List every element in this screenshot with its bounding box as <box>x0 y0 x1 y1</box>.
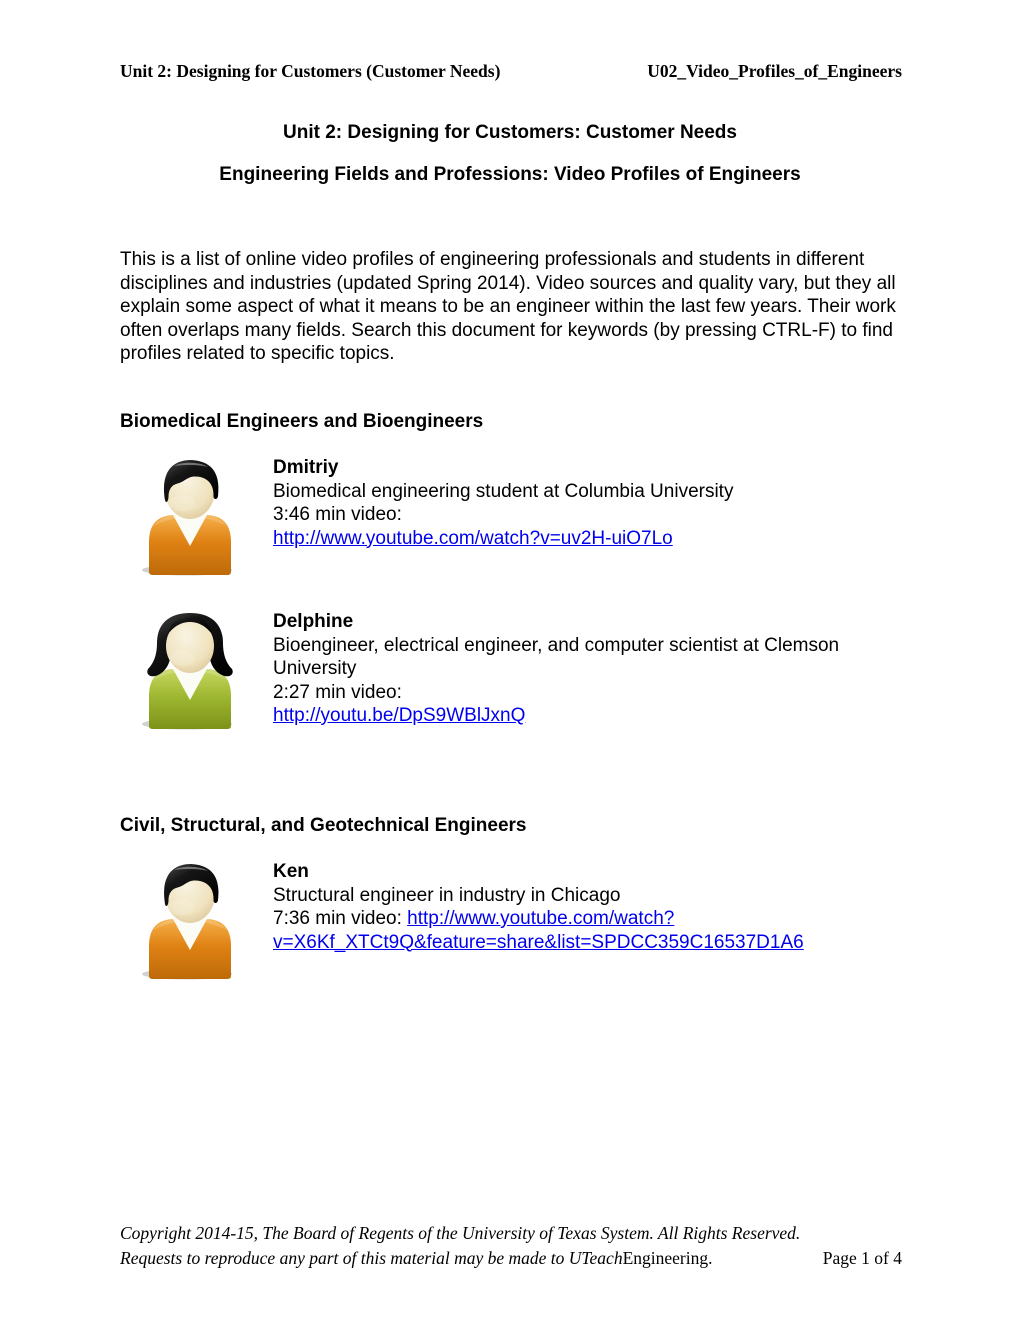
male-avatar-icon <box>140 860 240 980</box>
profile-entry-dmitriy <box>140 456 909 576</box>
profile-duration: 2:27 min video: <box>273 681 402 703</box>
profile-duration: 7:36 min video: <box>273 908 402 929</box>
header-left-text: Unit 2: Designing for Customers (Customer Needs) <box>120 61 501 81</box>
document-header <box>120 61 902 82</box>
profile-video-link[interactable]: http://youtu.be/DpS9WBlJxnQ <box>273 705 526 726</box>
profile-duration-and-link <box>273 907 909 954</box>
document-footer <box>120 1221 902 1271</box>
page-indicator: Page 1 of 4 <box>822 1248 902 1268</box>
profile-entry-delphine <box>140 610 909 730</box>
profile-video-link[interactable]: http://www.youtube.com/watch? v=X6Kf_XTCt9Q&feature=share&list=SPDCC359C16537D1A6 <box>273 908 804 953</box>
profile-video-link[interactable]: http://www.youtube.com/watch?v=uv2H-uiO7Lo <box>273 527 673 549</box>
footer-requests-text: Requests to reproduce any part of this material may be made to UTeachEngineering. <box>120 1248 713 1268</box>
female-avatar-icon <box>140 610 240 730</box>
profile-description: Biomedical engineering student at Columbia University <box>273 480 734 502</box>
footer-copyright-line2 <box>120 1246 902 1271</box>
profile-text-ken <box>273 860 909 954</box>
header-right-text: U02_Video_Profiles_of_Engineers <box>647 61 902 81</box>
page-title: Unit 2: Designing for Customers: Customer Needs <box>283 122 737 143</box>
profile-entry-ken <box>140 860 909 980</box>
profile-duration: 3:46 min video: <box>273 504 402 525</box>
intro-paragraph: This is a list of online video profiles of engineering professionals and students in different disciplines and industries (updated Spring 2014). Video sources and quality vary, but they all explain some aspect of what it means to be an engineer within the last few years. Their work often overlaps many fields. Search this document for keywords (by pressing CTRL-F) to find profiles related to specific topics. <box>120 249 896 364</box>
profile-text-dmitriy <box>273 456 909 550</box>
profile-name: Ken <box>273 861 309 882</box>
profile-description: Structural engineer in industry in Chicago <box>273 884 621 906</box>
section-heading-biomedical: Biomedical Engineers and Bioengineers <box>120 411 484 432</box>
profile-name: Delphine <box>273 611 354 632</box>
profile-name: Dmitriy <box>273 457 339 478</box>
page-subtitle: Engineering Fields and Professions: Video Profiles of Engineers <box>219 164 801 185</box>
profile-description: Bioengineer, electrical engineer, and computer scientist at Clemson University <box>273 634 840 679</box>
male-avatar-icon <box>140 456 240 576</box>
section-heading-civil: Civil, Structural, and Geotechnical Engineers <box>120 815 527 836</box>
footer-copyright-line1: Copyright 2014-15, The Board of Regents of the University of Texas System. All Rights Reserved. <box>120 1223 801 1243</box>
profile-text-delphine <box>273 610 909 728</box>
